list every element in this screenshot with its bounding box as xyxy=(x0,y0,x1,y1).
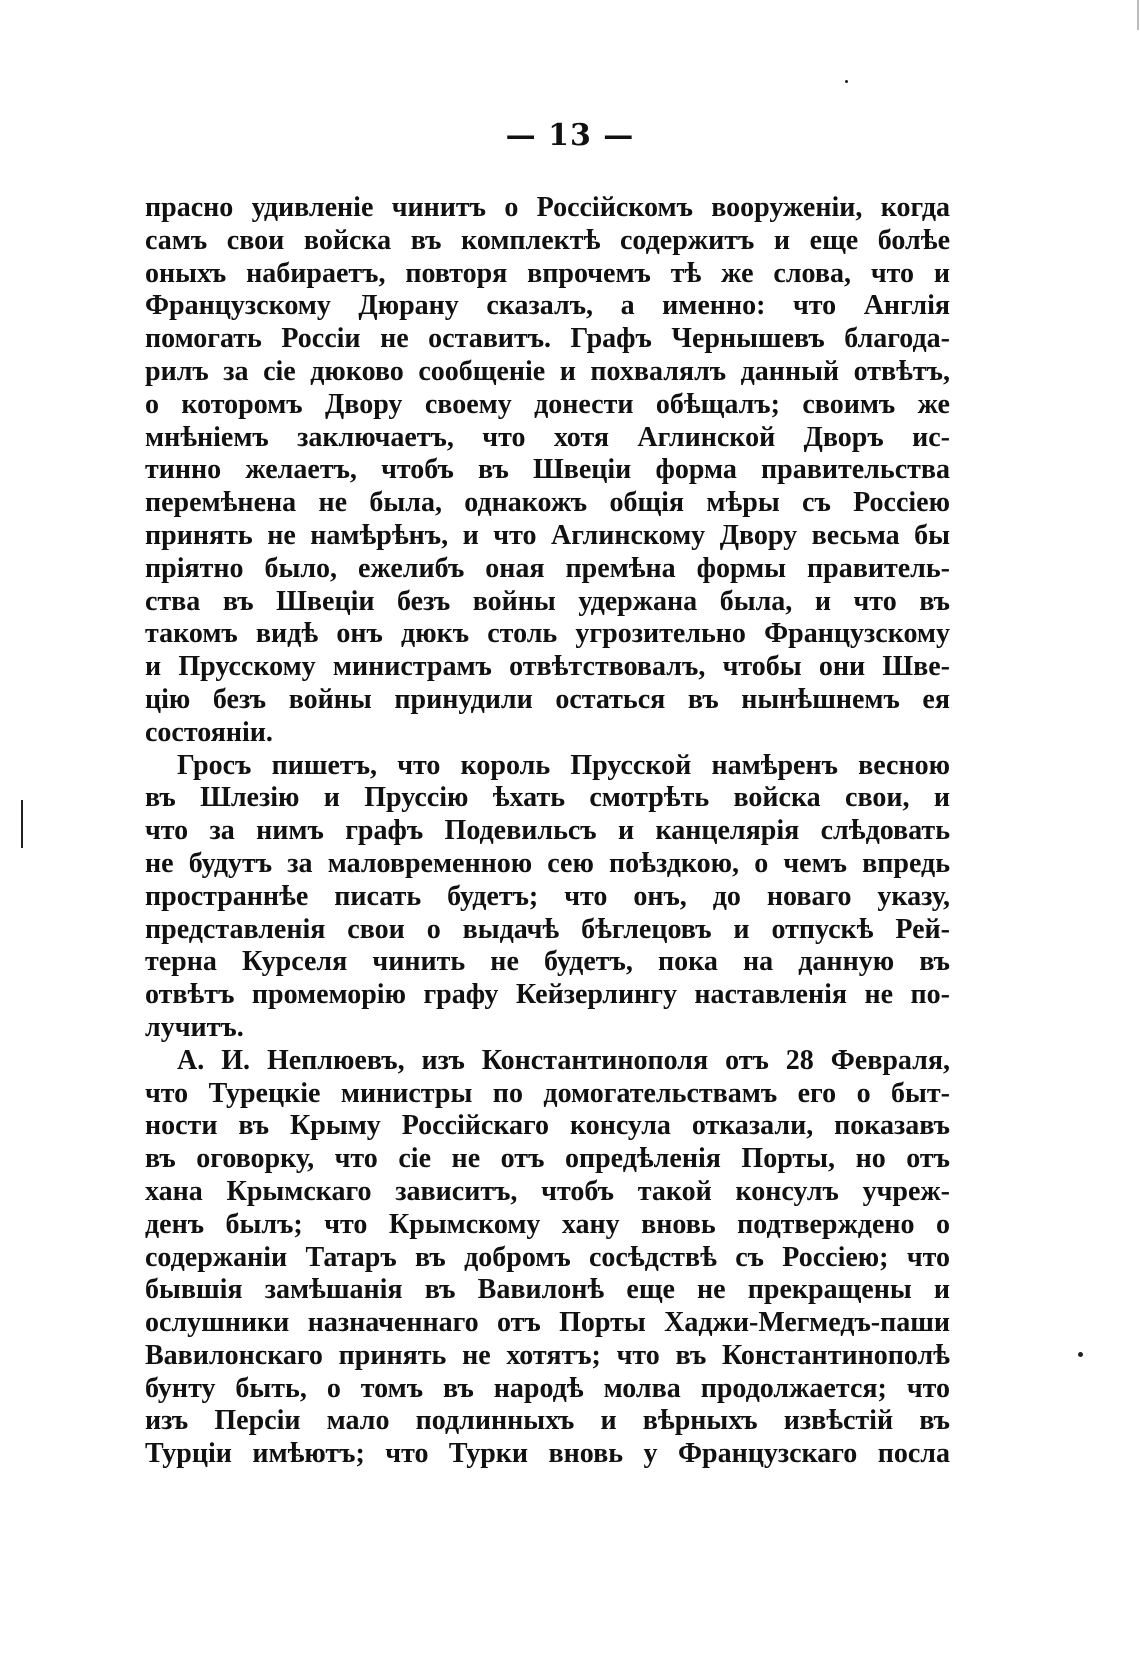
page-number: — 13 — xyxy=(505,118,635,153)
text-line: помогать Россіи не оставитъ. Графъ Чернышевъ благода- xyxy=(145,323,950,355)
text-line: прасно удивленіе чинитъ о Россійскомъ вооруженіи, когда xyxy=(145,192,950,223)
text-line: пространнѣе писать будетъ; что онъ, до новаго указу, xyxy=(145,880,950,912)
text-line: Турціи имѣютъ; что Турки вновь у Французскаго посла xyxy=(145,1438,950,1470)
text-line: ности въ Крыму Россійскаго консула отказали, показавъ xyxy=(145,1110,950,1142)
text-line: Французскому Дюрану сказалъ, а именно: что Англія xyxy=(145,290,950,322)
text-line: и Прусскому министрамъ отвѣтствовалъ, чтобы они Шве- xyxy=(145,651,950,683)
text-line: такомъ видѣ онъ дюкъ столь угрозительно Французскому xyxy=(145,618,950,650)
text-line: хана Крымскаго зависитъ, чтобъ такой консулъ учреж- xyxy=(145,1175,950,1207)
text-line: состояніи. xyxy=(145,716,273,748)
text-line: мнѣніемъ заключаетъ, что хотя Аглинской Дворъ ис- xyxy=(145,421,950,453)
text-line: бунту быть, о томъ въ народѣ молва продолжается; что xyxy=(145,1372,950,1404)
text-line: Вавилонскаго принять не хотятъ; что въ Константинополѣ xyxy=(145,1339,950,1371)
text-line: лучитъ. xyxy=(145,1011,244,1043)
text-line: о которомъ Двору своему донести обѣщалъ; своимъ же xyxy=(145,388,950,420)
text-line: изъ Персіи мало подлинныхъ и вѣрныхъ извѣстій въ xyxy=(145,1405,950,1437)
text-line: терна Курселя чинить не будетъ, пока на данную въ xyxy=(145,946,950,978)
text-line: рилъ за сіе дюково сообщеніе и похвалялъ данный отвѣтъ, xyxy=(145,355,950,387)
text-line: ослушники назначеннаго отъ Порты Хаджи-Мегмедъ-паши xyxy=(145,1307,950,1339)
body-text xyxy=(145,192,950,1471)
margin-mark xyxy=(21,800,23,848)
text-line: что Турецкіе министры по домогательствамъ его о быт- xyxy=(145,1077,950,1109)
text-line: самъ свои войска въ комплектѣ содержитъ и еще болѣе xyxy=(145,224,950,256)
scan-edge-mark xyxy=(1137,0,1139,30)
text-line: представленія свои о выдачѣ бѣглецовъ и отпускѣ Рей- xyxy=(145,913,950,945)
text-line: денъ былъ; что Крымскому хану вновь подтверждено о xyxy=(145,1208,950,1240)
text-line: пріятно было, ежелибъ оная премѣна формы правитель- xyxy=(145,552,950,584)
text-line: въ Шлезію и Пруссію ѣхать смотрѣть войска свои, и xyxy=(145,782,950,814)
text-line: тинно желаетъ, чтобъ въ Швеціи форма правительства xyxy=(145,454,950,486)
text-line: А. И. Неплюевъ, изъ Константинополя отъ 28 Февраля, xyxy=(177,1044,950,1076)
text-line: что за нимъ графъ Подевильсъ и канцелярія слѣдовать xyxy=(145,815,950,847)
text-line: Гросъ пишетъ, что король Прусской намѣренъ весною xyxy=(177,749,950,781)
text-line: въ оговорку, что сіе не отъ опредѣленія Порты, но отъ xyxy=(145,1143,950,1175)
text-line: оныхъ набираетъ, повторя впрочемъ тѣ же слова, что и xyxy=(145,257,950,289)
scan-speck xyxy=(1078,1352,1083,1357)
text-line: принять не намѣрѣнъ, и что Аглинскому Двору весьма бы xyxy=(145,519,950,551)
text-line: цію безъ войны принудили остаться въ нынѣшнемъ ея xyxy=(145,683,950,715)
text-line: перемѣнена не была, однакожъ общія мѣры съ Россіею xyxy=(145,487,950,519)
text-line: ства въ Швеціи безъ войны удержана была, и что въ xyxy=(145,585,950,617)
text-line: отвѣтъ промеморію графу Кейзерлингу наставленія не по- xyxy=(145,979,950,1011)
scan-speck xyxy=(845,80,848,83)
text-line: содержаніи Татаръ въ добромъ сосѣдствѣ съ Россіею; что xyxy=(145,1241,950,1273)
text-line: не будутъ за маловременною сею поѣздкою, о чемъ впредь xyxy=(145,847,950,879)
text-line: бывшія замѣшанія въ Вавилонѣ еще не прекращены и xyxy=(145,1274,950,1306)
